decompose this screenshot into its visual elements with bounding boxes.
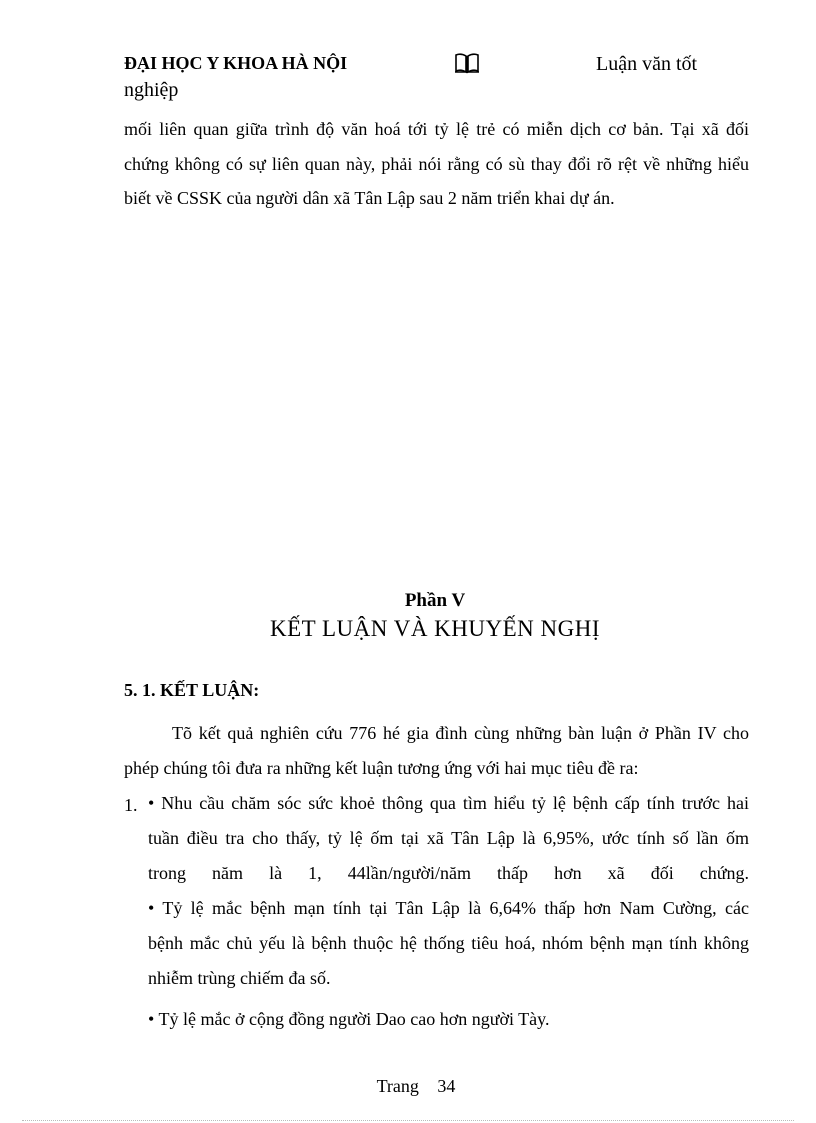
list-line: • Tỷ lệ mắc ở cộng đồng người Dao cao hơn người Tày.: [148, 1009, 550, 1029]
footer-label: Trang: [376, 1076, 419, 1096]
section-paragraph-line: phép chúng tôi đưa ra những kết luận tương ứng với hai mục tiêu đề ra:: [124, 757, 639, 778]
list-line: trong năm là 1, 44lần/người/năm thấp hơn xã đối chứng.: [148, 863, 749, 883]
section-paragraph-line: Tõ kết quả nghiên cứu 776 hé gia đình cùng những bàn luận ở Phần IV cho: [172, 723, 749, 743]
page-header: [124, 53, 724, 79]
list-line: tuần điều tra cho thấy, tỷ lệ ốm tại xã Tân Lập là 6,95%, ước tính số lần ốm: [148, 828, 749, 848]
list-line: nhiễm trùng chiếm đa số.: [148, 968, 331, 988]
list-line: • Nhu cầu chăm sóc sức khoẻ thông qua tìm hiểu tỷ lệ bệnh cấp tính trước hai: [148, 793, 749, 813]
header-doc-type: Luận văn tốt: [596, 53, 698, 75]
intro-line: chứng không có sự liên quan này, phải nói rằng có sù thay đổi rõ rệt về những hiểu: [124, 153, 749, 174]
header-institution: ĐẠI HỌC Y KHOA HÀ NỘI: [124, 53, 348, 73]
list-number: 1.: [124, 795, 138, 815]
header-doc-type-wrap: nghiệp: [124, 79, 179, 101]
part-title: KẾT LUẬN VÀ KHUYẾN NGHỊ: [269, 616, 601, 641]
list-line: bệnh mắc chủ yếu là bệnh thuộc hệ thống tiêu hoá, nhóm bệnh mạn tính không: [148, 933, 749, 953]
conclusion-list: [148, 786, 749, 1037]
page-footer: [0, 1076, 816, 1097]
section-title: 5. 1. KẾT LUẬN:: [124, 680, 260, 700]
intro-line: mối liên quan giữa trình độ văn hoá tới tỷ lệ trẻ có miễn dịch cơ bản. Tại xã đối: [124, 119, 749, 139]
list-line: • Tỷ lệ mắc bệnh mạn tính tại Tân Lập là 6,64% thấp hơn Nam Cường, các: [148, 898, 749, 918]
open-book-icon: [454, 51, 480, 75]
intro-paragraph: [124, 112, 749, 216]
page-border: [22, 1120, 794, 1121]
intro-line: biết về CSSK của người dân xã Tân Lập sau 2 năm triển khai dự án.: [124, 188, 615, 208]
page-number: 34: [437, 1076, 456, 1096]
section-paragraph: [124, 716, 749, 785]
part-label: Phần V: [404, 590, 466, 611]
